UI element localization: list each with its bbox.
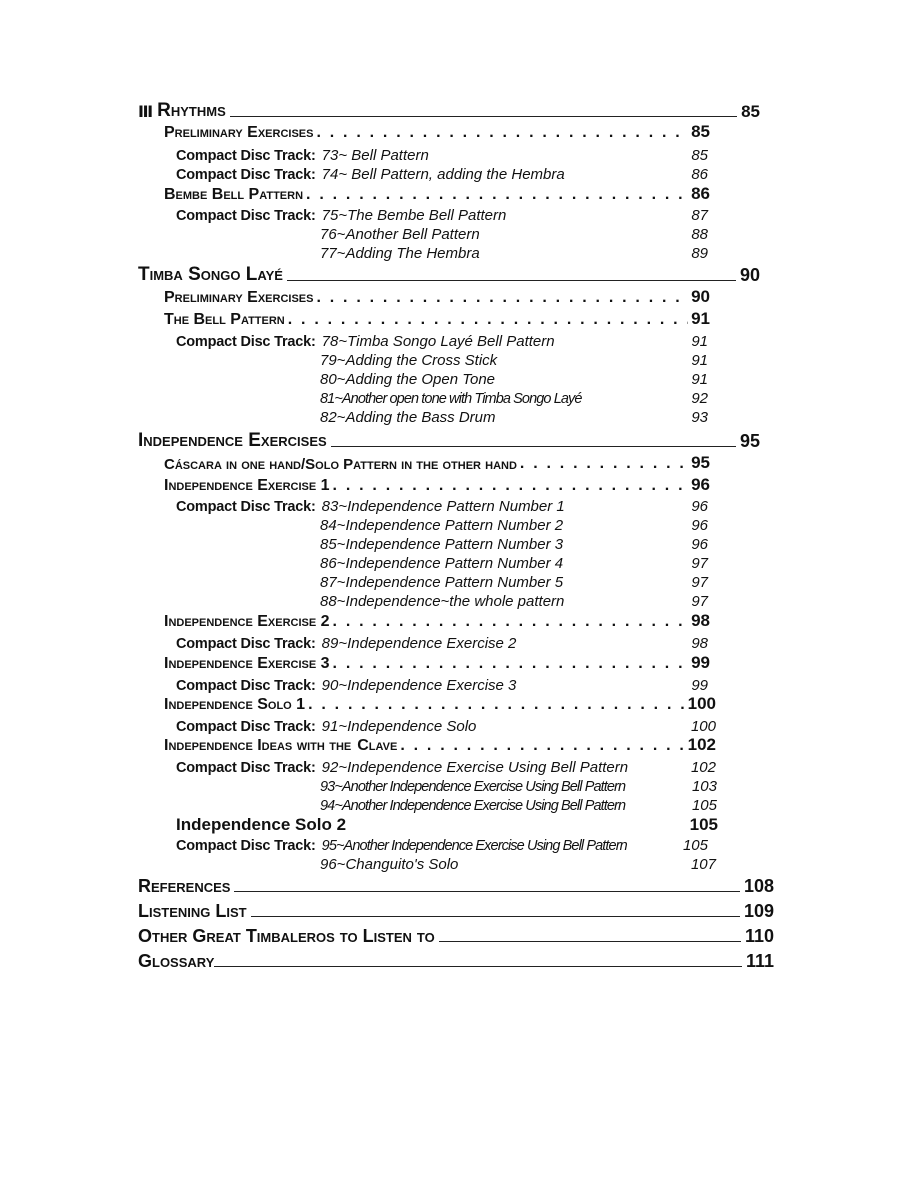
track-page: 99	[691, 677, 708, 694]
toc-subsection[interactable]	[164, 287, 710, 307]
track-title: 88~Independence~the whole pattern	[320, 593, 565, 610]
track-title: 94~Another Independence Exercise Using Bell Pattern	[320, 798, 626, 814]
dot-leader	[400, 737, 684, 755]
toc-track[interactable]	[320, 368, 708, 388]
toc-subsection[interactable]	[164, 653, 710, 673]
track-title: 78~Timba Songo Layé Bell Pattern	[321, 333, 555, 350]
track-page: 85	[691, 147, 708, 164]
toc-track[interactable]	[176, 674, 708, 694]
toc-section-glossary[interactable]	[138, 948, 774, 972]
subsection-title: Independence Solo 1	[164, 696, 306, 713]
toc-track[interactable]	[176, 144, 708, 164]
track-page: 89	[691, 245, 708, 262]
track-page: 93	[691, 409, 708, 426]
track-page: 96	[691, 498, 708, 515]
track-page: 105	[691, 797, 717, 814]
track-title: 91~Independence Solo	[321, 718, 477, 735]
subsection-title: Independence Exercise 1	[164, 477, 330, 494]
toc-track[interactable]	[320, 775, 717, 795]
track-title: 92~Independence Exercise Using Bell Pattern	[321, 759, 629, 776]
section-title: Glossary	[138, 951, 215, 971]
track-page: 98	[691, 635, 708, 652]
toc-section-independence-exercises[interactable]	[138, 428, 760, 452]
section-page: 85	[741, 102, 760, 121]
section-title: Other Great Timbaleros to Listen to	[138, 926, 435, 946]
dot-leader	[520, 455, 688, 473]
toc-section-timba-songo-laye[interactable]	[138, 262, 760, 286]
subsection-page: 105	[689, 815, 718, 834]
subsection-title: Independence Ideas with the	[164, 737, 352, 754]
toc-track[interactable]	[176, 756, 716, 776]
track-title: 93~Another Independence Exercise Using Bell Pattern	[320, 779, 626, 795]
track-title: 87~Independence Pattern Number 5	[320, 574, 564, 591]
track-title: 75~The Bembe Bell Pattern	[321, 207, 507, 224]
toc-subsection[interactable]	[176, 813, 718, 835]
track-title: 89~Independence Exercise 2	[321, 635, 517, 652]
toc-track[interactable]	[320, 514, 708, 534]
subsection-page: 86	[691, 184, 710, 203]
toc-track[interactable]	[320, 242, 708, 262]
subsection-title: Independence Exercise 3	[164, 655, 330, 672]
leader-line	[214, 966, 742, 967]
section-title: Rhythms	[157, 100, 226, 121]
section-title: Independence Exercises	[138, 430, 327, 451]
subsection-page: 90	[691, 287, 710, 306]
toc-track[interactable]	[320, 794, 717, 814]
track-page: 91	[691, 371, 708, 388]
dot-leader	[333, 613, 689, 631]
track-title: 74~ Bell Pattern, adding the Hembra	[321, 166, 565, 183]
track-page: 97	[691, 555, 708, 572]
toc-subsection[interactable]	[164, 475, 710, 495]
track-title: 79~Adding the Cross Stick	[320, 352, 498, 369]
track-page: 100	[690, 718, 716, 735]
toc-section-references[interactable]	[138, 873, 774, 897]
leader-line	[287, 280, 736, 281]
track-title: 90~Independence Exercise 3	[321, 677, 517, 694]
toc-track[interactable]	[320, 406, 708, 426]
dot-leader	[308, 696, 685, 714]
cd-track-label: Compact Disc Track:	[176, 499, 316, 515]
cd-track-label: Compact Disc Track:	[176, 167, 316, 183]
section-page: 111	[745, 951, 774, 971]
toc-track[interactable]	[320, 349, 708, 369]
section-page: 90	[739, 265, 760, 285]
track-title: 96~Changuito's Solo	[320, 856, 459, 873]
track-title: 83~Independence Pattern Number 1	[321, 498, 565, 515]
dot-leader	[333, 655, 689, 673]
leader-line	[234, 891, 739, 892]
toc-track[interactable]	[176, 495, 708, 515]
track-page: 103	[691, 778, 717, 795]
leader-line	[331, 446, 736, 447]
track-title: 95~Another Independence Exercise Using Bell Pattern	[321, 838, 627, 854]
cd-track-label: Compact Disc Track:	[176, 678, 316, 694]
toc-section-rhythms[interactable]	[138, 98, 760, 122]
subsection-page: 102	[687, 735, 716, 754]
track-page: 91	[691, 352, 708, 369]
toc-subsection[interactable]	[164, 122, 710, 142]
track-page: 96	[691, 536, 708, 553]
leader-line	[230, 116, 737, 117]
track-page: 87	[691, 207, 708, 224]
section-page: 95	[739, 431, 760, 451]
toc-track[interactable]	[176, 163, 708, 183]
subsection-page: 98	[691, 611, 710, 630]
section-page: 108	[743, 876, 774, 896]
track-page: 105	[682, 837, 708, 854]
toc-subsection[interactable]	[164, 184, 710, 204]
track-page: 102	[690, 759, 716, 776]
dot-leader	[316, 289, 688, 307]
track-title: 81~Another open tone with Timba Songo Layé	[320, 391, 582, 407]
track-page: 86	[691, 166, 708, 183]
track-title: 73~ Bell Pattern	[321, 147, 429, 164]
toc-track[interactable]	[320, 571, 708, 591]
track-page: 88	[691, 226, 708, 243]
track-page: 91	[691, 333, 708, 350]
toc-track[interactable]	[176, 204, 708, 224]
dot-leader	[288, 311, 688, 329]
cd-track-label: Compact Disc Track:	[176, 838, 316, 854]
toc-track[interactable]	[176, 715, 716, 735]
toc-subsection[interactable]	[164, 453, 710, 473]
subsection-title: Independence Solo 2	[176, 815, 347, 834]
track-title: 86~Independence Pattern Number 4	[320, 555, 564, 572]
cd-track-label: Compact Disc Track:	[176, 334, 316, 350]
section-title: Timba Songo Layé	[138, 264, 283, 285]
leader-line	[251, 916, 740, 917]
track-title: 84~Independence Pattern Number 2	[320, 517, 564, 534]
cd-track-label: Compact Disc Track:	[176, 636, 316, 652]
track-page: 97	[691, 574, 708, 591]
toc-track[interactable]	[320, 590, 708, 610]
toc-track[interactable]	[320, 387, 708, 407]
leader-line	[439, 941, 741, 942]
subsection-title: Cáscara in one hand/Solo Pattern in the other hand	[164, 456, 517, 473]
toc-subsection[interactable]	[164, 611, 710, 631]
cd-track-label: Compact Disc Track:	[176, 148, 316, 164]
cd-track-label: Compact Disc Track:	[176, 760, 316, 776]
track-title: 80~Adding the Open Tone	[320, 371, 496, 388]
subsection-page: 95	[691, 453, 710, 472]
subsection-page: 99	[691, 653, 710, 672]
toc-track[interactable]	[320, 853, 716, 873]
subsection-title: The Bell Pattern	[164, 311, 285, 328]
track-title: 77~Adding The Hembra	[320, 245, 480, 262]
toc-track[interactable]	[176, 834, 708, 854]
subsection-page: 85	[691, 122, 710, 141]
track-page: 107	[690, 856, 716, 873]
toc-track[interactable]	[320, 223, 708, 243]
toc-subsection[interactable]	[164, 735, 716, 755]
dot-leader	[306, 186, 688, 204]
track-page: 97	[691, 593, 708, 610]
subsection-page: 91	[691, 309, 710, 328]
subsection-title: Independence Exercise 2	[164, 613, 330, 630]
track-title: 85~Independence Pattern Number 3	[320, 536, 564, 553]
subsection-title: Preliminary Exercises	[164, 124, 314, 141]
subsection-page: 96	[691, 475, 710, 494]
section-page: 110	[744, 926, 774, 946]
toc-track[interactable]	[176, 330, 708, 350]
subsection-title: Preliminary Exercises	[164, 289, 314, 306]
clave-icon: Ⅲ	[138, 104, 154, 121]
clave-label: Clave	[357, 737, 398, 754]
toc-section-listening-list[interactable]	[138, 898, 774, 922]
track-page: 96	[691, 517, 708, 534]
toc-track[interactable]	[320, 552, 708, 572]
cd-track-label: Compact Disc Track:	[176, 208, 316, 224]
track-title: 76~Another Bell Pattern	[320, 226, 480, 243]
track-page: 92	[691, 390, 708, 407]
toc-track[interactable]	[320, 533, 708, 553]
section-title: Listening List	[138, 901, 247, 921]
toc-subsection[interactable]	[164, 309, 710, 329]
toc-track[interactable]	[176, 632, 708, 652]
dot-leader	[333, 477, 689, 495]
track-title: 82~Adding the Bass Drum	[320, 409, 496, 426]
subsection-title: Bembe Bell Pattern	[164, 186, 304, 203]
section-page: 109	[743, 901, 774, 921]
toc-section-other-great-timbaleros[interactable]	[138, 923, 774, 947]
dot-leader	[316, 124, 688, 142]
toc-subsection[interactable]	[164, 694, 716, 714]
subsection-page: 100	[687, 694, 716, 713]
section-title: References	[138, 876, 231, 896]
cd-track-label: Compact Disc Track:	[176, 719, 316, 735]
